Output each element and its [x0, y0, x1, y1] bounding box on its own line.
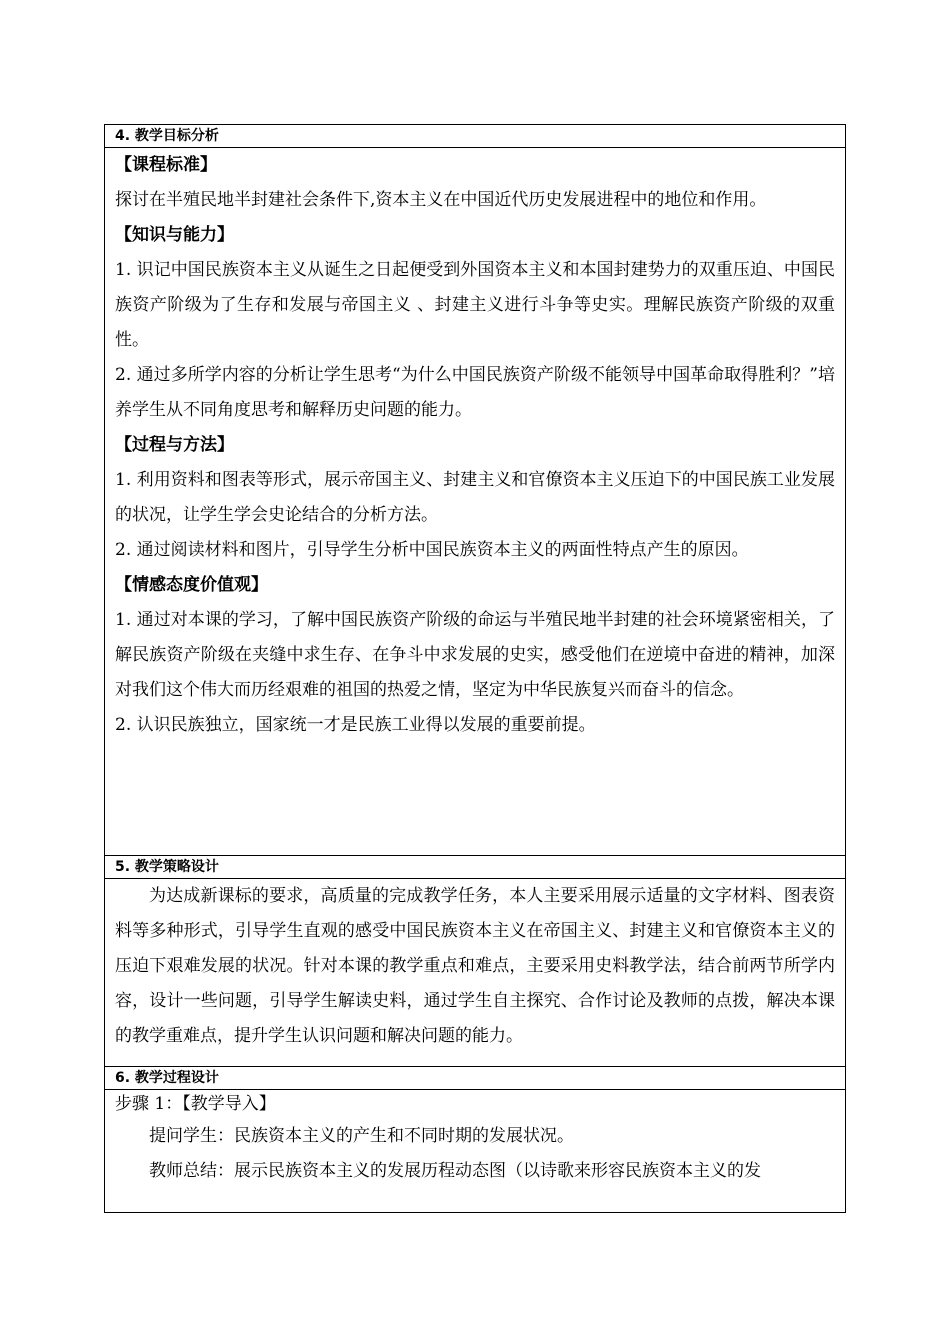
- teacher-summary: 教师总结：展示民族资本主义的发展历程动态图（以诗歌来形容民族资本主义的发: [149, 1161, 761, 1181]
- process-item-2: 2. 通过阅读材料和图片，引导学生分析中国民族资本主义的两面性特点产生的原因。: [115, 540, 749, 560]
- knowledge-item-1: 1. 识记中国民族资本主义从诞生之日起便受到外国资本主义和本国封建势力的双重压迫、中国民族资产阶级为了生存和发展与帝国主义 、封建主义进行斗争等史实。理解民族资产阶级的双重性。: [115, 260, 835, 350]
- step-1-label: 步骤 1：【教学导入】: [115, 1094, 276, 1114]
- curriculum-text: 探讨在半殖民地半封建社会条件下,资本主义在中国近代历史发展进程中的地位和作用。: [115, 190, 767, 210]
- process-heading: 【过程与方法】: [115, 435, 234, 455]
- values-item-2: 2. 认识民族独立，国家统一才是民族工业得以发展的重要前提。: [115, 715, 596, 735]
- curriculum-heading: 【课程标准】: [115, 155, 217, 175]
- section-4-title: 4. 教学目标分析: [105, 125, 845, 148]
- process-item-1: 1. 利用资料和图表等形式，展示帝国主义、封建主义和官僚资本主义压迫下的中国民族工业发展的状况，让学生学会史论结合的分析方法。: [115, 470, 835, 525]
- teacher-question: 提问学生：民族资本主义的产生和不同时期的发展状况。: [149, 1126, 574, 1146]
- section-6-title: 6. 教学过程设计: [105, 1067, 845, 1090]
- knowledge-item-2: 2. 通过多所学内容的分析让学生思考“为什么中国民族资产阶级不能领导中国革命取得胜利？”培养学生从不同角度思考和解释历史问题的能力。: [115, 365, 835, 420]
- section-5-content: [105, 879, 845, 1067]
- section-5-title: 5. 教学策略设计: [105, 856, 845, 879]
- knowledge-heading: 【知识与能力】: [115, 225, 234, 245]
- strategy-text: 为达成新课标的要求，高质量的完成教学任务，本人主要采用展示适量的文字材料、图表资料等多种形式，引导学生直观的感受中国民族资本主义在帝国主义、封建主义和官僚资本主义的压迫下艰难发展的状况。针对本课的教学重点和难点，主要采用史料教学法，结合前两节所学内容，设计一些问题，引导学生解读史料，通过学生自主探究、合作讨论及教师的点拨，解决本课的教学重难点，提升学生认识问题和解决问题的能力。: [115, 886, 835, 1046]
- section-6-content: [105, 1090, 845, 1212]
- values-heading: 【情感态度价值观】: [115, 575, 268, 595]
- values-item-1: 1. 通过对本课的学习，了解中国民族资产阶级的命运与半殖民地半封建的社会环境紧密相关，了解民族资产阶级在夹缝中求生存、在争斗中求发展的史实，感受他们在逆境中奋进的精神，加深对我们这个伟大而历经艰难的祖国的热爱之情，坚定为中华民族复兴而奋斗的信念。: [115, 610, 835, 700]
- lesson-plan-table: [104, 124, 846, 1213]
- section-4-content: [105, 148, 845, 856]
